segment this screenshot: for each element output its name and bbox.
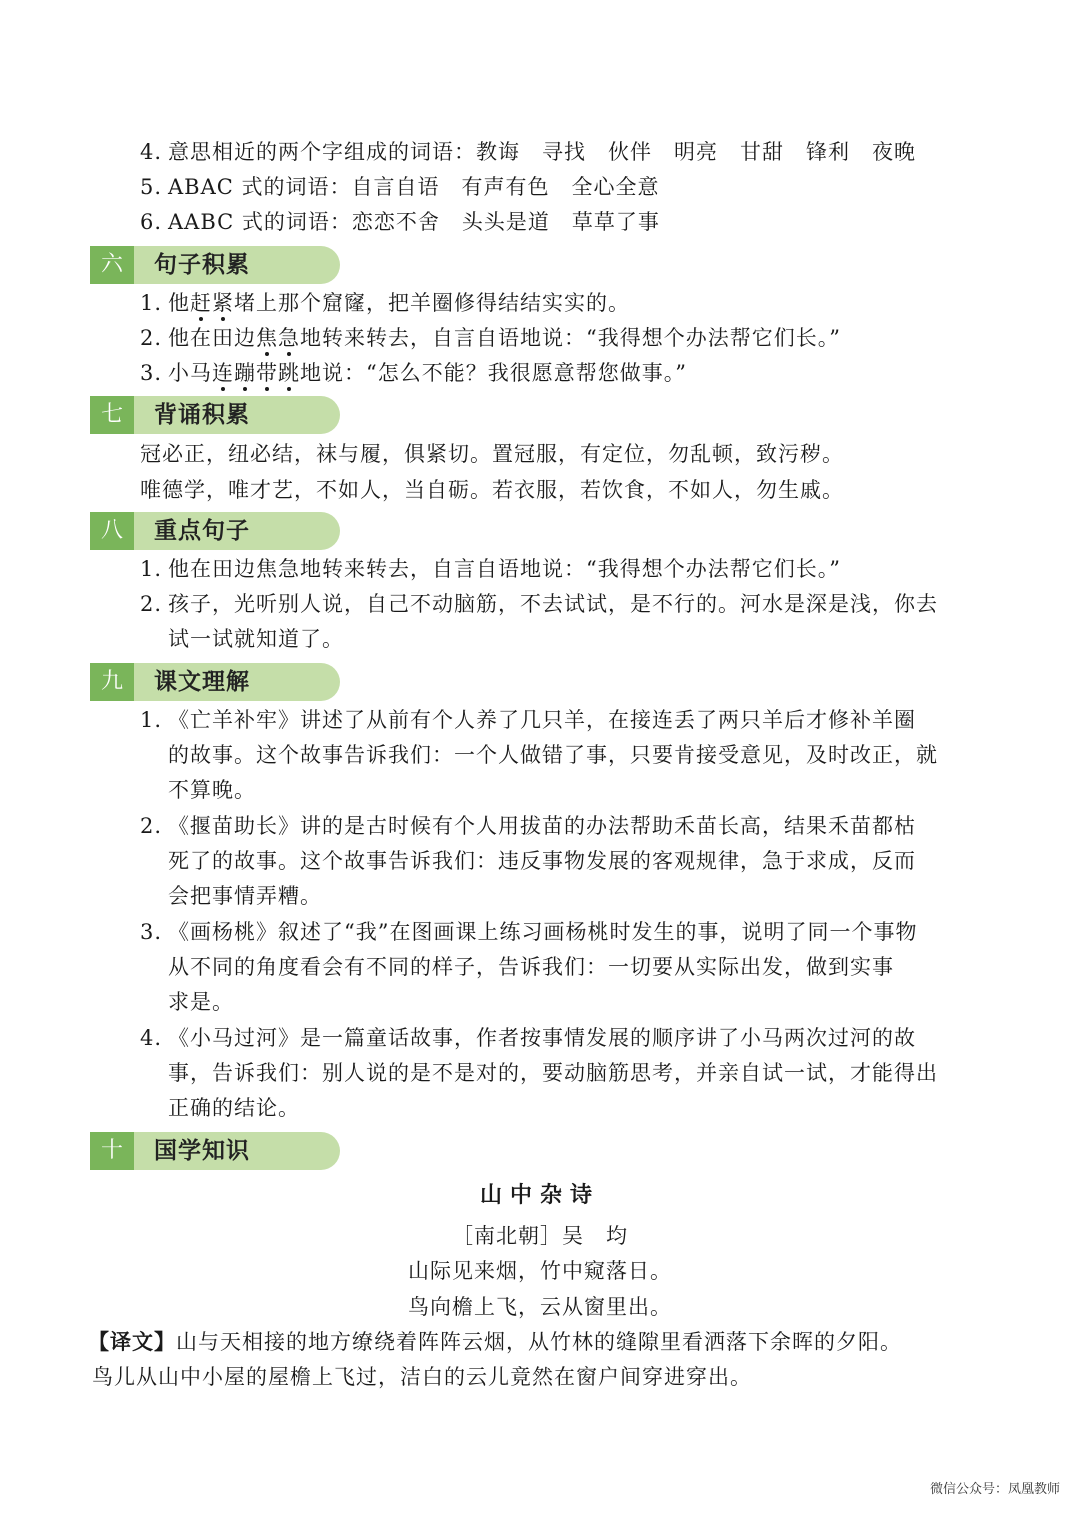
footer-watermark: 微信公众号：凤凰教师	[929, 1482, 1060, 1497]
section-title: 国学知识	[154, 1138, 250, 1164]
section-badge: 六	[90, 246, 134, 284]
section-badge: 七	[90, 396, 134, 434]
translation-line-1: 【译文】山与天相接的地方缭绕着阵阵云烟，从竹林的缝隙里看洒落下余晖的夕阳。	[88, 1330, 902, 1354]
understanding-3-cont: 求是。	[168, 990, 234, 1014]
translation-label: 【译文】	[88, 1330, 176, 1354]
sentence-item-3: 3. 小马连蹦带跳地说：“怎么不能？我很愿意帮您做事。”	[140, 361, 687, 385]
understanding-2-cont: 会把事情弄糟。	[168, 884, 322, 908]
section-header-9	[90, 663, 340, 701]
recitation-line-2: 唯德学，唯才艺，不如人，当自砺。若衣服，若饮食，不如人，勿生戚。	[140, 478, 844, 502]
key-sentence-2-cont: 试一试就知道了。	[168, 627, 344, 651]
section-title: 课文理解	[154, 669, 250, 695]
emphasis-char: 紧	[212, 291, 234, 315]
word-item-5: 5. ABAC 式的词语：自言自语 有声有色 全心全意	[140, 175, 660, 199]
recitation-line-1: 冠必正，纽必结，袜与履，俱紧切。置冠服，有定位，勿乱顿，致污秽。	[140, 442, 844, 466]
key-sentence-2: 2. 孩子，光听别人说，自己不动脑筋，不去试试，是不行的。河水是深是浅，你去	[140, 592, 938, 616]
understanding-4-cont: 正确的结论。	[168, 1096, 300, 1120]
understanding-4: 4. 《小马过河》是一篇童话故事，作者按事情发展的顺序讲了小马两次过河的故	[140, 1026, 916, 1050]
translation-line-2: 鸟儿从山中小屋的屋檐上飞过，洁白的云儿竟然在窗户间穿进穿出。	[92, 1365, 752, 1389]
section-badge: 八	[90, 512, 134, 550]
understanding-4-cont: 事，告诉我们：别人说的是不是对的，要动脑筋思考，并亲自试一试，才能得出	[168, 1061, 938, 1085]
poem-line-1: 山际见来烟，竹中窥落日。	[408, 1259, 672, 1283]
sentence-item-1: 1. 他赶紧堵上那个窟窿，把羊圈修得结结实实的。	[140, 291, 630, 315]
section-header-6	[90, 246, 340, 284]
poem-author: ［南北朝］吴 均	[452, 1224, 628, 1248]
poem-line-2: 鸟向檐上飞，云从窗里出。	[408, 1295, 672, 1319]
understanding-1: 1. 《亡羊补牢》讲述了从前有个人养了几只羊，在接连丢了两只羊后才修补羊圈	[140, 708, 916, 732]
understanding-1-cont: 不算晚。	[168, 778, 256, 802]
emphasis-char: 焦	[256, 326, 278, 350]
word-item-4: 4. 意思相近的两个字组成的词语：教诲 寻找 伙伴 明亮 甘甜 锋利 夜晚	[140, 140, 916, 164]
section-title: 背诵积累	[154, 402, 250, 428]
section-title: 句子积累	[154, 252, 250, 278]
key-sentence-1: 1. 他在田边焦急地转来转去，自言自语地说：“我得想个办法帮它们长。”	[140, 557, 841, 581]
understanding-1-cont: 的故事。这个故事告诉我们：一个人做错了事，只要肯接受意见，及时改正，就	[168, 743, 938, 767]
section-badge: 十	[90, 1132, 134, 1170]
emphasis-char: 跳	[278, 361, 300, 385]
understanding-3-cont: 从不同的角度看会有不同的样子，告诉我们：一切要从实际出发，做到实事	[168, 955, 894, 979]
section-badge: 九	[90, 663, 134, 701]
emphasis-char: 赶	[190, 291, 212, 315]
understanding-2: 2. 《揠苗助长》讲的是古时候有个人用拔苗的办法帮助禾苗长高，结果禾苗都枯	[140, 814, 916, 838]
section-title: 重点句子	[154, 518, 250, 544]
understanding-3: 3. 《画杨桃》叙述了“我”在图画课上练习画杨桃时发生的事，说明了同一个事物	[140, 920, 918, 944]
emphasis-char: 带	[256, 361, 278, 385]
section-header-8	[90, 512, 340, 550]
section-header-7	[90, 396, 340, 434]
emphasis-char: 蹦	[234, 361, 256, 385]
poem-title: 山中杂诗	[479, 1182, 600, 1208]
section-header-10	[90, 1132, 340, 1170]
sentence-item-2: 2. 他在田边焦急地转来转去，自言自语地说：“我得想个办法帮它们长。”	[140, 326, 841, 350]
word-item-6: 6. AABC 式的词语：恋恋不舍 头头是道 草草了事	[140, 210, 660, 234]
emphasis-char: 急	[278, 326, 300, 350]
understanding-2-cont: 死了的故事。这个故事告诉我们：违反事物发展的客观规律，急于求成，反而	[168, 849, 916, 873]
emphasis-char: 连	[212, 361, 234, 385]
